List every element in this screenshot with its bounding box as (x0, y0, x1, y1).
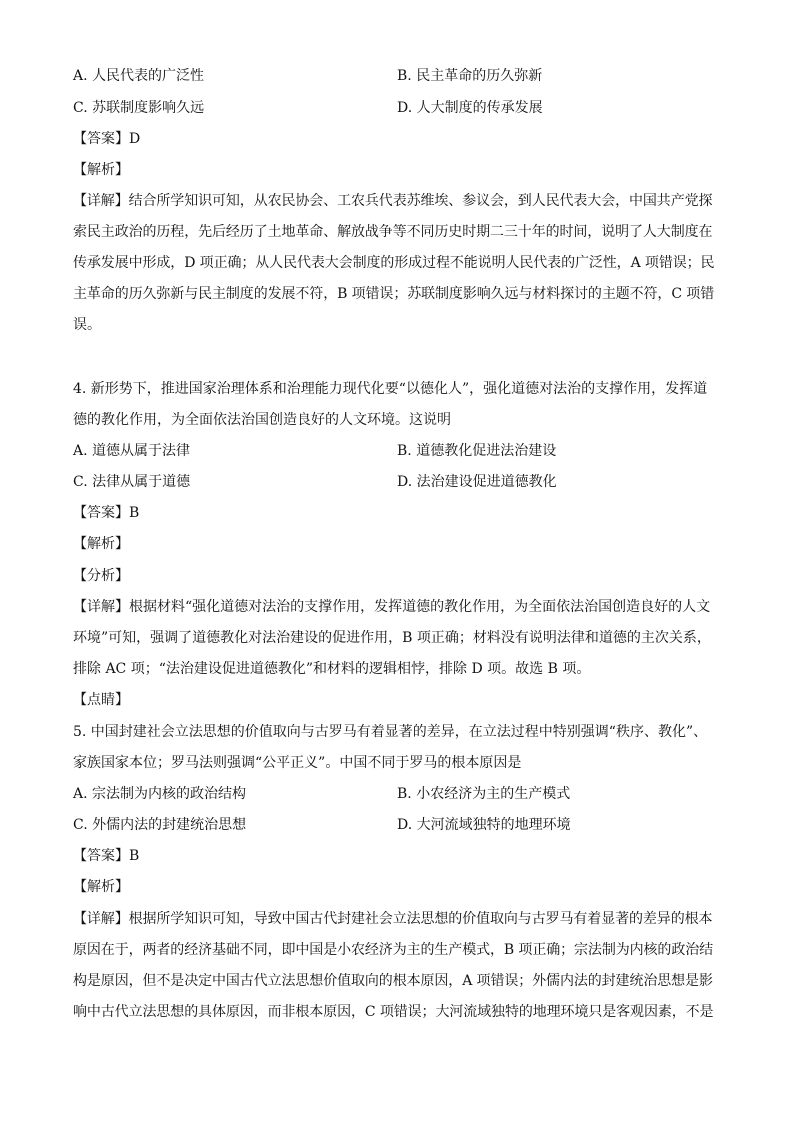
q4-dianjing-heading: 【点睛】 (73, 692, 129, 708)
q5-detail-line: 【详解】根据所学知识可知，导致中国古代封建社会立法思想的价值取向与古罗马有着显著的差异的根本 (73, 911, 713, 927)
q5-stem-line: 家族国家本位；罗马法则强调“公平正义”。中国不同于罗马的根本原因是 (73, 755, 522, 771)
q3-option-c: C. 苏联制度影响久远 (73, 100, 205, 116)
q5-detail-line: 响中古代立法思想的具体原因，而非根本原因，C 项错误；大河流域独特的地理环境只是客观因素，不是 (73, 1004, 714, 1020)
q5-detail-line: 构是原因，但不是决定中国古代立法思想价值取向的根本原因，A 项错误；外儒内法的封建统治思想是影 (73, 973, 713, 989)
q4-answer: 【答案】B (73, 505, 140, 521)
q4-option-d: D. 法治建设促进道德教化 (397, 474, 557, 490)
q4-fenxi-heading: 【分析】 (73, 568, 129, 584)
q3-answer: 【答案】D (73, 131, 141, 147)
q5-options-row-1 (73, 784, 716, 804)
q3-detail-line: 【详解】结合所学知识可知，从农民协会、工农兵代表苏维埃、参议会，到人民代表大会，中国共产党探 (73, 193, 713, 209)
q3-options-row-2 (73, 98, 716, 118)
q3-options-row-1 (73, 66, 716, 86)
q3-detail-line: 主革命的历久弥新与民主制度的发展不符，B 项错误；苏联制度影响久远与材料探讨的主题不符，C 项错 (73, 286, 715, 302)
q4-detail-line: 环境”可知，强调了道德教化对法治建设的促进作用，B 项正确；材料没有说明法律和道德的主次关系， (73, 630, 711, 646)
q4-stem-line: 德的教化作用，为全面依法治国创造良好的人文环境。这说明 (73, 412, 451, 428)
q4-analysis-heading: 【解析】 (73, 536, 129, 552)
q5-option-c: C. 外儒内法的封建统治思想 (73, 817, 247, 833)
q3-option-d: D. 人大制度的传承发展 (397, 100, 543, 116)
q3-detail-line: 误。 (73, 317, 101, 333)
q5-option-d: D. 大河流域独特的地理环境 (397, 817, 571, 833)
q4-detail-line: 【详解】根据材料“强化道德对法治的支撑作用，发挥道德的教化作用，为全面依法治国创造良好的人文 (73, 599, 711, 615)
q5-answer: 【答案】B (73, 848, 140, 864)
q5-options-row-2 (73, 815, 716, 835)
q4-option-b: B. 道德教化促进法治建设 (397, 443, 557, 459)
q5-stem-line: 5. 中国封建社会立法思想的价值取向与古罗马有着显著的差异，在立法过程中特别强调“秩序、教化”、 (73, 724, 708, 740)
q5-analysis-heading: 【解析】 (73, 879, 129, 895)
q5-detail-line: 原因在于，两者的经济基础不同，即中国是小农经济为主的生产模式，B 项正确；宗法制为内核的政治结 (73, 942, 714, 958)
q3-detail-line: 索民主政治的历程，先后经历了土地革命、解放战争等不同历史时期二三十年的时间，说明了人大制度在 (73, 224, 713, 240)
q4-option-c: C. 法律从属于道德 (73, 474, 191, 490)
q4-option-a: A. 道德从属于法律 (73, 443, 191, 459)
q4-detail-line: 排除 AC 项；“法治建设促进道德教化”和材料的逻辑相悖，排除 D 项。故选 B 项。 (73, 661, 591, 677)
q3-analysis-heading: 【解析】 (73, 162, 129, 178)
q3-option-a: A. 人民代表的广泛性 (73, 68, 205, 84)
q4-stem-line: 4. 新形势下，推进国家治理体系和治理能力现代化要“以德化人”，强化道德对法治的支撑作用，发挥道 (73, 381, 708, 397)
q3-option-b: B. 民主革命的历久弥新 (397, 68, 543, 84)
q3-detail-line: 传承发展中形成，D 项正确；从人民代表大会制度的形成过程不能说明人民代表的广泛性，A 项错误；民 (73, 255, 715, 271)
q4-options-row-1 (73, 441, 716, 461)
q4-options-row-2 (73, 472, 716, 492)
q5-option-b: B. 小农经济为主的生产模式 (397, 786, 571, 802)
q5-option-a: A. 宗法制为内核的政治结构 (73, 786, 247, 802)
